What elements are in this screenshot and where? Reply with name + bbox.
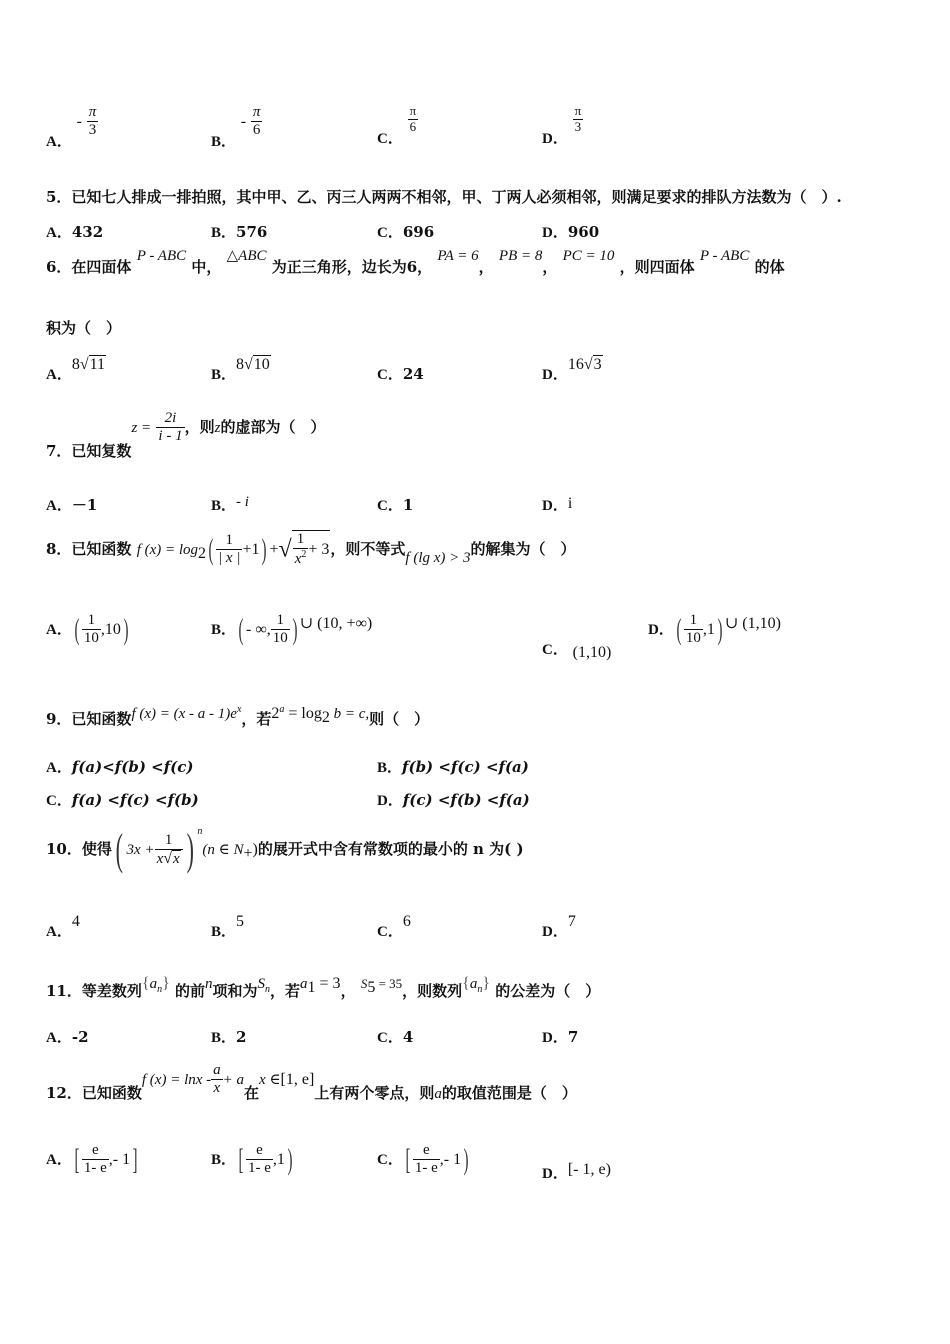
q11-option-b: B．2 [211, 1028, 247, 1046]
q6-stem-line2: 积为（ ） [46, 319, 122, 337]
q7-stem: 7．已知复数z = $\frac{2i}{i - 1}$ ，则z的虚部为（ ） [46, 410, 326, 460]
q9-option-d: D．f(c) <f(b) <f(a) [377, 791, 530, 809]
q7-option-b: B．- i [211, 494, 249, 514]
q8-stem: 8．已知函数 f $(x) = \log_2$( $\frac{1}{| x |}$ +1) +√ $\frac{1}{x^2}$ + 3，则不等式f (lg x) > 3的解集为（ ） [46, 531, 576, 568]
q6-option-c: C．24 [377, 365, 424, 383]
fraction: $\frac{\pi}{6}$ [409, 103, 417, 134]
fraction: $\frac{1}{| x |}$ [218, 532, 241, 567]
fraction: $\frac{1}{10}$ [685, 612, 701, 647]
fraction: $\frac{\pi}{3}$ [574, 103, 582, 134]
q7-option-a: A．－1 [46, 496, 98, 514]
q4-option-b: B． - $\frac{\pi}{6}$ [211, 104, 261, 150]
fraction: $\frac{1}{x^2}$ [294, 531, 307, 568]
q12-option-d: D．[- 1, e) [542, 1161, 611, 1182]
q12-option-a: A．[ $\frac{e}{1- e}$ ,- 1] [46, 1142, 138, 1177]
q4-option-a: A． - $\frac{\pi}{3}$ [46, 104, 97, 150]
q8-option-b: B．( - ∞, $\frac{1}{10}$ ) ∪ (10, +∞) [211, 612, 373, 647]
q10-option-d: D．7 [542, 913, 576, 940]
q11-option-d: D．7 [542, 1028, 579, 1046]
fraction: $\frac{2i}{i - 1}$ [158, 410, 183, 445]
q6-option-d: D．16√3 [542, 356, 602, 383]
q4-option-c: C． $\frac{\pi}{6}$ [377, 103, 417, 148]
q11-option-c: C．4 [377, 1028, 414, 1046]
fraction: $\frac{1}{x√x}$ [155, 832, 183, 869]
q5-option-d: D．960 [542, 223, 600, 241]
q12-option-c: C．[ $\frac{e}{1- e}$ ,- 1) [377, 1142, 469, 1177]
q8-option-a: A．( $\frac{1}{10}$ ,10) [46, 612, 129, 647]
q12-stem: 12．已知函数f (x) = lnx - $\frac{a}{x}$ + a在x ∈[1, e]上有两个零点，则a的取值范围是（ ） [46, 1062, 577, 1102]
q10-option-b: B．5 [211, 913, 245, 940]
q5-option-c: C．696 [377, 223, 435, 241]
q6-stem: 6．在四面体 P - ABC 中， △ABC 为正三角形，边长为6， PA = 6， PB = 8， PC = 10 ，则四面体 P - ABC 的体 [46, 248, 785, 276]
fraction: $\frac{1}{10}$ [83, 612, 99, 647]
q5-stem: 5．已知七人排成一排拍照，其中甲、乙、丙三人两两不相邻，甲、丁两人必须相邻，则满足要求的排队方法数为（ ）. [46, 188, 842, 206]
q9-option-b: B．f(b) <f(c) <f(a) [377, 758, 529, 776]
q10-option-c: C．6 [377, 913, 411, 940]
q8-option-c: C． (1,10) [542, 642, 612, 661]
q10-stem: 10．使得( 3x + $\frac{1}{x√x}$ ) $^n$(n ∈ $N_+$)的展开式中含有常数项的最小的 n 为( ) [46, 825, 524, 874]
fraction: $\frac{e}{1- e}$ [248, 1142, 271, 1177]
fraction: $\frac{1}{10}$ [272, 612, 288, 647]
q7-option-c: C．1 [377, 496, 414, 514]
q5-option-b: B．576 [211, 223, 268, 241]
q6-option-a: A．8√11 [46, 356, 106, 383]
q4-option-d: D． $\frac{\pi}{3}$ [542, 103, 582, 148]
q7-option-d: D．i [542, 495, 573, 514]
q8-option-d: D．( $\frac{1}{10}$ ,1) ∪ (1,10) [648, 612, 781, 647]
q10-option-a: A．4 [46, 913, 80, 940]
q9-option-c: C．f(a) <f(c) <f(b) [46, 791, 199, 809]
q6-option-b: B．8√10 [211, 356, 270, 383]
q9-option-a: A．f(a)<f(b) <f(c) [46, 758, 194, 776]
q11-stem: 11．等差数列$\{a_n\}$ 的前n项和为$S_n$，若$a_1 = 3$， $S_5 = 35$，则数列$\{a_n\}$ 的公差为（ ） [46, 975, 601, 1000]
fraction: $\frac{e}{1- e}$ [83, 1142, 107, 1177]
fraction: $\frac{e}{1- e}$ [414, 1142, 438, 1177]
fraction: $\frac{\pi}{6}$ [252, 104, 261, 139]
q12-option-b: B．[ $\frac{e}{1- e}$ ,1) [211, 1142, 293, 1177]
q11-option-a: A．-2 [46, 1028, 89, 1046]
q9-stem: 9．已知函数f $(x) = (x - a - 1)e^x$，若$2^a = \log_2 b = c$,则（ ） [46, 704, 430, 728]
fraction: $\frac{a}{x}$ [213, 1062, 221, 1097]
q5-option-a: A．432 [46, 223, 104, 241]
fraction: $\frac{\pi}{3}$ [88, 104, 97, 139]
